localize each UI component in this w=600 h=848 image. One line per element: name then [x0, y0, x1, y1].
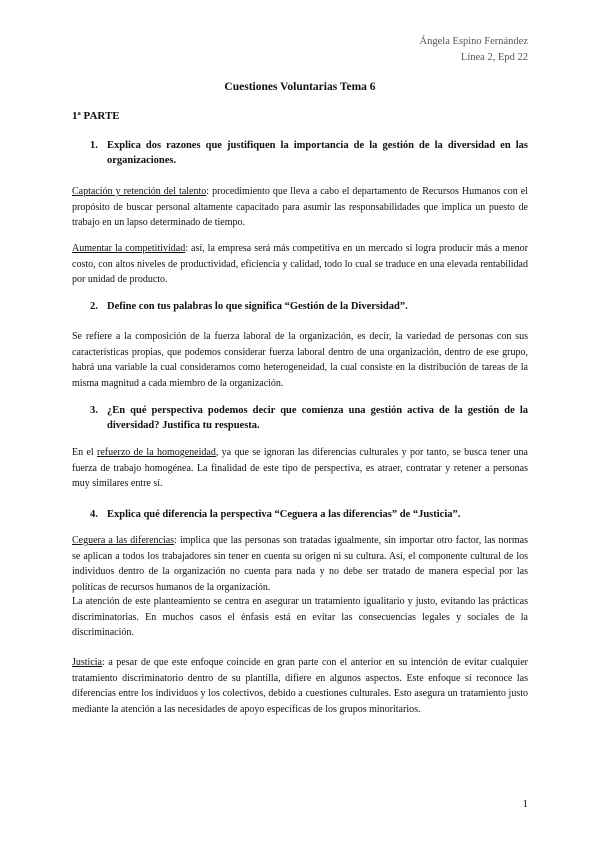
question-number: 3.: [90, 405, 98, 416]
answer-paragraph: [72, 184, 528, 231]
answer-paragraph: [72, 445, 528, 492]
answer-paragraph: [72, 241, 528, 288]
question-text: Explica dos razones que justifiquen la importancia de la gestión de la diversidad en las organizaciones.: [107, 140, 528, 166]
question-text: Define con tus palabras lo que significa “Gestión de la Diversidad”.: [107, 301, 408, 312]
answer-text: En el: [72, 447, 97, 458]
question-text: ¿En qué perspectiva podemos decir que comienza una gestión activa de la gestión de la diversidad? Justifica tu respuesta.: [107, 405, 528, 431]
author-name: Ángela Espino Fernández: [419, 36, 528, 47]
answer-term: Justicia: [72, 657, 102, 668]
answer-text: , ya que se ignoran las diferencias culturales y por tanto, se busca tener una fuerza de trabajo homogénea. La finalidad de este tipo de perspectiva, es atraer, contratar y retener a personas muy similares entre sí.: [72, 447, 528, 490]
answer-paragraph: La atención de este planteamiento se centra en asegurar un tratamiento igualitario y justo, evitando las prácticas discriminatorias. En muchos casos el énfasis está en evitar las consecuencias legales y sociales de la discriminación.: [72, 596, 528, 639]
document-title: Cuestiones Voluntarias Tema 6: [224, 81, 376, 93]
question-3: [90, 403, 528, 433]
answer-term: Captación y retención del talento: [72, 186, 207, 197]
page-header: [420, 34, 528, 66]
question-4: [90, 507, 528, 522]
answer-text: : así, la empresa será más competitiva en un mercado si logra producir más a menor costo, con altos niveles de productividad, eficiencia y calidad, todo lo cual se traduce en una elevada rentabilidad por unidad de producto.: [72, 243, 529, 286]
answer-text: : implica que las personas son tratadas igualmente, sin importar otro factor, las normas se aplican a todos los trabajadores sin tener en cuenta su origen ni su cultura. Así, el componente cultural de los individuos dentro de la organización no cuenta para nada y no debe ser tratado de manera especial por las políticas de recursos humanos de la organización.: [72, 535, 528, 593]
question-number: 1.: [90, 140, 98, 151]
answer-term: Ceguera a las diferencias: [72, 535, 175, 546]
answer-text: : a pesar de que este enfoque coincide en gran parte con el anterior en su intención de evitar cualquier tratamiento discriminatorio dentro de su plantilla, difiere en algunos aspectos. Este enfoque sí reconoce las diferencias entre los individuos y los colectivos, debido a cuestiones culturales. Esto asegura un tratamiento justo mediante la atención a las necesidades de apoyo específicas de los grupos minoritarios.: [72, 657, 528, 715]
question-number: 2.: [90, 301, 98, 312]
question-text: Explica qué diferencia la perspectiva “Ceguera a las diferencias” de “Justicia”.: [107, 509, 461, 520]
answer-paragraph: Se refiere a la composición de la fuerza laboral de la organización, es decir, la variedad de personas con sus características propias, que podemos considerar fuerza laboral dentro de una organización, dentro de ese grupo, habrá una variable la cual consideramos como heterogeneidad, la cual consiste en la distribución de tareas de la misma magnitud a cada miembro de la organización.: [72, 331, 528, 389]
question-1: [90, 138, 528, 168]
answer-term: Aumentar la competitividad: [72, 243, 186, 254]
answer-text: : procedimiento que lleva a cabo el departamento de Recursos Humanos con el propósito de buscar personal altamente capacitado para asumir las responsabilidades que implica un puesto de trabajo en un lapso determinado de tiempo.: [72, 186, 528, 229]
group-info: Línea 2, Epd 22: [460, 52, 528, 63]
answer-term: refuerzo de la homogeneidad: [97, 447, 216, 458]
answer-paragraph: [72, 655, 528, 717]
question-2: [90, 299, 528, 314]
part-heading: 1ª PARTE: [72, 110, 120, 122]
answer-paragraph: [72, 533, 528, 595]
question-number: 4.: [90, 509, 98, 520]
page-number: 1: [522, 798, 528, 810]
